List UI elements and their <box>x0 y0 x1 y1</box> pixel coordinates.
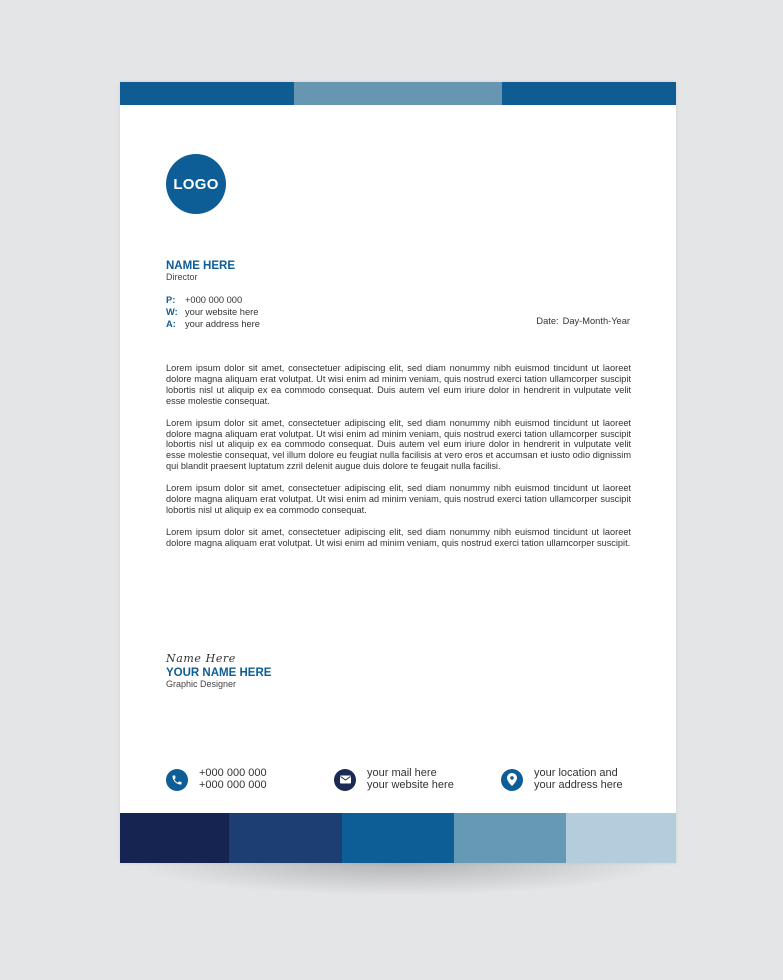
signature-block <box>166 652 271 689</box>
top-bar-segment <box>294 82 502 105</box>
footer-contacts <box>166 768 636 798</box>
bottom-bar-segment <box>454 813 566 863</box>
contact-key: A: <box>166 319 176 329</box>
body-paragraph: Lorem ipsum dolor sit amet, consectetuer adipiscing elit, sed diam nonummy nibh euismod tincidunt ut laoreet dolore magna aliquam erat volutpat. Ut wisi enim ad minim veniam, quis nostrud exerci tation ullamcorper suscipit lobortis nisl ut aliquip ex ea commodo consequat. <box>166 483 631 515</box>
footer-phone-line1: +000 000 000 <box>199 767 267 779</box>
bottom-bar-segment <box>342 813 454 863</box>
signature-role: Graphic Designer <box>166 679 237 689</box>
bottom-color-bar <box>120 813 676 863</box>
footer-location-line2: your address here <box>534 778 623 791</box>
top-color-bar <box>120 82 676 105</box>
contact-value: your website here <box>185 307 259 317</box>
signature-script: Name Here <box>166 652 236 665</box>
date-line <box>536 316 630 326</box>
contact-row-address <box>166 318 260 330</box>
contact-key: W: <box>166 307 178 317</box>
bottom-bar-segment <box>566 813 676 863</box>
contact-row-website <box>166 306 260 318</box>
contact-row-phone <box>166 294 260 306</box>
body-paragraph: Lorem ipsum dolor sit amet, consectetuer adipiscing elit, sed diam nonummy nibh euismod tincidunt ut laoreet dolore magna aliquam erat volutpat. Ut wisi enim ad minim veniam, quis nostrud exerci tation ullamcorper suscipit lobortis nisl ut aliquip ex ea commodo consequat. Duis autem vel eum iriure dolor in hendrerit in vulputate velit esse molestie consequat. <box>166 363 631 406</box>
footer-phone-text <box>199 768 267 791</box>
page-shadow <box>128 862 668 896</box>
footer-mail-line2: your website here <box>367 778 454 791</box>
date-label: Date: <box>536 316 559 326</box>
letter-body <box>166 363 631 560</box>
footer-phone <box>166 768 267 791</box>
bottom-bar-segment <box>120 813 229 863</box>
phone-icon <box>166 769 188 791</box>
header-role: Director <box>166 272 198 282</box>
date-value: Day-Month-Year <box>562 316 630 326</box>
body-paragraph: Lorem ipsum dolor sit amet, consectetuer adipiscing elit, sed diam nonummy nibh euismod tincidunt ut laoreet dolore magna aliquam erat volutpat. Ut wisi enim ad minim veniam, quis nostrud exerci tation ullamcorper suscipit. <box>166 526 631 548</box>
footer-mail-text <box>367 768 454 791</box>
footer-location-text <box>534 768 623 791</box>
footer-mail-line1: your mail here <box>367 767 437 779</box>
letterhead-page <box>120 82 676 863</box>
header-contacts <box>166 294 260 330</box>
contact-value: +000 000 000 <box>185 295 243 305</box>
footer-phone-line2: +000 000 000 <box>199 778 267 791</box>
header-name: NAME HERE <box>166 260 236 272</box>
footer-location <box>501 768 623 791</box>
logo-circle: LOGO <box>166 154 226 214</box>
contact-key: P: <box>166 295 176 305</box>
bottom-bar-segment <box>229 813 342 863</box>
contact-value: your address here <box>185 319 260 329</box>
top-bar-segment <box>120 82 294 105</box>
signature-name: YOUR NAME HERE <box>166 667 272 679</box>
footer-location-line1: your location and <box>534 767 618 779</box>
location-pin-icon <box>501 769 523 791</box>
footer-mail <box>334 768 454 791</box>
body-paragraph: Lorem ipsum dolor sit amet, consectetuer adipiscing elit, sed diam nonummy nibh euismod tincidunt ut laoreet dolore magna aliquam erat volutpat. Ut wisi enim ad minim veniam, quis nostrud exerci tation ullamcorper suscipit lobortis nisl ut aliquip ex ea commodo consequat. Duis autem vel eum iriure dolor in hendrerit in vulputate velit esse molestie consequat, vel illum dolore eu feugiat nulla facilisis at vero eros et accumsan et iusto odio dignissim qui blandit praesent luptatum zzril delenit augue duis dolore te feugait nulla facilisi. <box>166 417 631 472</box>
top-bar-segment <box>502 82 676 105</box>
mail-icon <box>334 769 356 791</box>
